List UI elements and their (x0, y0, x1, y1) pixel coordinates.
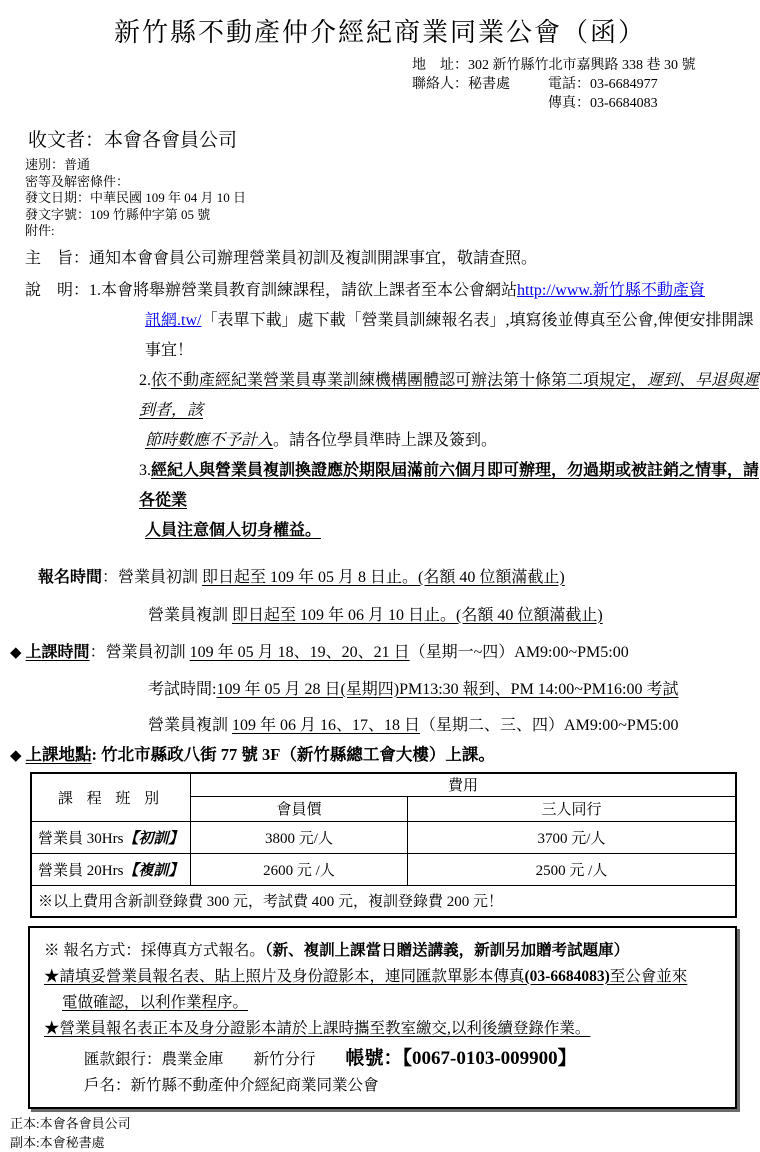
fee-table (30, 772, 737, 918)
class-place-label: 上課地點 (25, 744, 92, 764)
signup-method-text: ※ 報名方式：採傳真方式報名。 (44, 941, 265, 959)
member-price-initial: 3800 元/人 (191, 821, 408, 853)
registration-section (0, 565, 760, 628)
security-line: 密等及解密條件： (25, 173, 130, 189)
item2-italic-text: 遲到、早退與遲到者，該 (139, 371, 760, 419)
fax-instruction-post: 至公會並來 (609, 967, 688, 985)
refresh-course-dates: 109 年 06 月 16、17、18 日 (232, 716, 421, 734)
initial-course-pre: 營業員初訓 (105, 643, 190, 661)
item1-number: 1. (89, 281, 102, 299)
item1-text-rest: 「表單下載」處下載「營業員訓練報名表」,填寫後並傳真至公會,俾便安排開課事宜！ (145, 311, 754, 359)
item2-number: 2. (139, 371, 151, 389)
explanation-section (0, 276, 760, 546)
attachment-line: 附件: (25, 223, 55, 238)
recipient-line: 收文者：本會各會員公司 (28, 130, 238, 151)
item2-regulation-text: 依不動產經紀業營業員專業訓練機構團體認可辦法第十條第二項規定， (151, 371, 648, 389)
account-holder-line: 戶名：新竹縣不動產仲介經紀商業同業公會 (84, 1076, 379, 1094)
subject-text: 通知本會會員公司辦理營業員初訓及複訓開課事宜，敬請查照。 (89, 249, 538, 267)
signup-method-bonus: （新、複訓上課當日贈送講義，新訓另加贈考試題庫） (264, 941, 630, 959)
diamond-bullet-icon: ◆ (10, 747, 22, 764)
contact-block (412, 56, 744, 113)
course-tag: 【複訓】 (123, 862, 184, 879)
distribution-footer (10, 1114, 760, 1152)
table-row (31, 885, 736, 917)
registration-colon: ： (102, 568, 119, 586)
website-link-wrap[interactable]: 訊網.tw/ (145, 311, 202, 329)
doc-number-line: 發文字號：109 竹縣仲字第 05 號 (25, 206, 211, 222)
group-price-initial: 3700 元/人 (408, 821, 737, 853)
course-tag: 【初訓】 (123, 830, 184, 847)
initial-course-hours: （星期一~四）AM9:00~PM5:00 (409, 643, 629, 661)
fee-header: 費用 (191, 773, 737, 797)
refresh-course-pre: 營業員複訓 (148, 716, 233, 734)
bank-account-number: 帳號：【0067-0103-009900】 (345, 1047, 577, 1069)
table-row (31, 821, 736, 853)
item3-text-wrap: 人員注意個人切身權益。 (145, 521, 322, 539)
registration-refresh-period: 即日起至 109 年 06 月 10 日止。(名額 40 位額滿截止) (232, 606, 603, 624)
fax-instruction-wrap-text: 電做確認，以利作業程序。 (62, 993, 249, 1011)
phone-number: 電話：03-6684977 (548, 77, 658, 92)
contact-person: 聯絡人：秘書處 (412, 77, 510, 92)
course-name: 營業員 20Hrs (38, 862, 124, 879)
item3-text: 經紀人與營業員複訓換證應於期限屆滿前六個月即可辦理，勿過期或被註銷之情事，請各從業 (139, 461, 760, 509)
website-link[interactable]: http://www.新竹縣不動產資 (517, 281, 705, 299)
page-title: 新竹縣不動產仲介經紀商業同業公會（函） (113, 18, 646, 47)
exam-time-detail: 109 年 05 月 28 日(星期四)PM13:30 報到、PM 14:00~PM16:00 考試 (216, 680, 679, 698)
fee-note: ※以上費用含新訓登錄費 300 元，考試費 400 元，複訓登錄費 200 元！ (31, 885, 736, 917)
original-form-line (44, 1016, 723, 1042)
fax-instruction-line (44, 964, 723, 990)
fax-instruction-wrap (62, 990, 723, 1016)
bank-name: 匯款銀行：農業金庫 (84, 1050, 224, 1068)
original-recipient-line: 正本:本會各會員公司 (10, 1115, 131, 1131)
course-cell-refresh (31, 853, 191, 885)
table-row (31, 773, 736, 797)
item2-italic-text-wrap: 節時數應不予計入 (145, 431, 274, 449)
exam-time-label: 考試時間: (148, 680, 217, 698)
item2-tail-text: 。請各位學員準時上課及簽到。 (273, 431, 498, 449)
bank-line (84, 1046, 723, 1073)
member-price-refresh: 2600 元 /人 (191, 853, 408, 885)
group-price-header: 三人同行 (408, 796, 737, 821)
notice-box (28, 926, 737, 1109)
subject-line (25, 247, 760, 271)
group-price-refresh: 2500 元 /人 (408, 853, 737, 885)
bank-branch: 新竹分行 (253, 1050, 316, 1068)
document-meta (25, 157, 760, 240)
class-time-label: 上課時間 (25, 643, 90, 661)
speed-line: 速別：普通 (25, 157, 91, 172)
copy-recipient-line: 副本:本會秘書處 (10, 1134, 105, 1150)
refresh-course-hours: （星期二、三、四）AM9:00~PM5:00 (420, 716, 679, 734)
subject-label: 主 旨： (25, 249, 90, 267)
diamond-bullet-icon: ◆ (10, 644, 22, 661)
item1-text: 本會將舉辦營業員教育訓練課程，請欲上課者至本公會網站 (101, 281, 518, 299)
class-time-section (0, 640, 760, 769)
member-price-header: 會員價 (191, 796, 408, 821)
issue-date-line: 發文日期：中華民國 109 年 04 月 10 日 (25, 190, 247, 205)
registration-initial-period: 即日起至 109 年 05 月 8 日止。(名額 40 位額滿截止) (202, 568, 565, 586)
class-place-text: : 竹北市縣政八街 77 號 3F（新竹縣總工會大樓）上課。 (91, 744, 495, 764)
signup-method-line (44, 938, 723, 964)
original-form-text: ★營業員報名表正本及身分證影本請於上課時攜至教室繳交,以利後續登錄作業。 (44, 1019, 591, 1037)
course-cell-initial (31, 821, 191, 853)
table-row (31, 853, 736, 885)
explanation-label: 說 明： (25, 281, 90, 299)
item3-number: 3. (139, 461, 151, 479)
fax-instruction-number: (03-6684083) (524, 967, 610, 985)
registration-initial-pre: 營業員初訓 (118, 568, 203, 586)
fax-spacer (412, 94, 548, 113)
fax-instruction-pre: ★請填妥營業員報名表、貼上照片及身份證影本，連同匯款單影本傳真 (44, 967, 525, 985)
address-line: 地 址：302 新竹縣竹北市嘉興路 338 巷 30 號 (412, 58, 696, 73)
fax-number: 傳真：03-6684083 (548, 96, 658, 111)
class-time-colon: ： (89, 643, 106, 661)
course-type-header: 課 程 班 別 (31, 773, 191, 822)
registration-label: 報名時間 (38, 568, 103, 586)
course-name: 營業員 30Hrs (38, 830, 124, 847)
initial-course-dates: 109 年 05 月 18、19、20、21 日 (189, 643, 410, 661)
registration-refresh-pre: 營業員複訓 (148, 606, 233, 624)
